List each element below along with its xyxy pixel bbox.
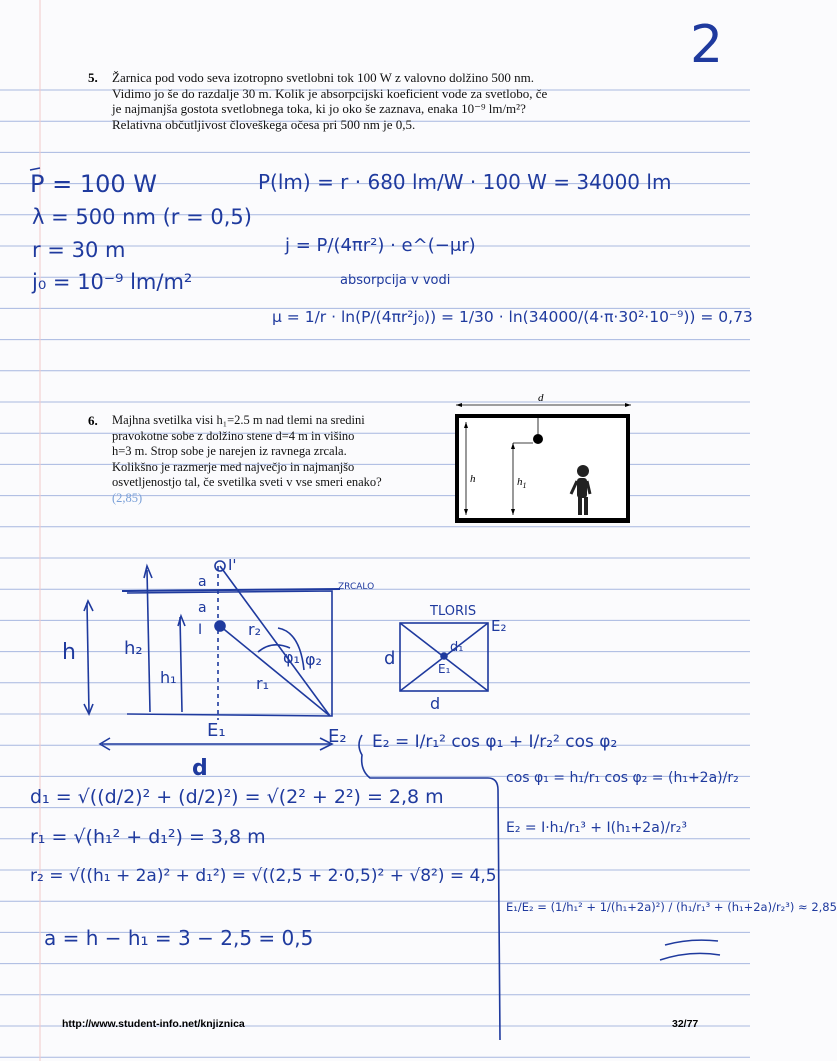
problem6-number: 6.	[88, 413, 98, 428]
figure-h1-label: $h_1$	[517, 476, 527, 490]
image-source-label: I'	[228, 556, 237, 574]
figure-h-label: h	[470, 473, 476, 485]
footer-url: http://www.student-info.net/knjiznica	[62, 1018, 245, 1030]
h-label: h	[62, 640, 76, 665]
page-mark: 2	[690, 15, 724, 75]
equation-E2-sum: E₂ = I/r₁² cos φ₁ + I/r₂² cos φ₂	[372, 732, 618, 752]
problem6-line: Kolikšno je razmerje med največjo in najmanjšo	[112, 459, 355, 474]
d-label: d	[192, 756, 208, 781]
room-figure	[455, 392, 631, 523]
phi1-label: φ₁	[283, 648, 300, 667]
floor-plan-d-bottom: d	[430, 694, 441, 713]
equation-r1: r₁ = √(h₁² + d₁²) = 3,8 m	[30, 826, 266, 848]
problem6-line: Majhna svetilka visi h₁=2.5 m nad tlemi na sredini	[112, 413, 365, 427]
absorption-coefficient: μ = 1/r · ln(P/(4πr²j₀)) = 1/30 · ln(34000/(4·π·30²·10⁻⁹)) = 0,73	[272, 308, 753, 326]
floor-plan-d1: d₁	[450, 640, 464, 655]
E1-label: E₁	[207, 720, 226, 741]
problem6-line: h=3 m. Strop sobe je narejen iz ravnega zrcala.	[112, 444, 347, 459]
flux-density-formula: j = P/(4πr²) · e^(−μr)	[285, 235, 476, 256]
given-power: P = 100 W	[30, 170, 158, 198]
floor-plan-E2: E₂	[491, 617, 507, 635]
source-label: I	[198, 622, 203, 638]
given-wavelength: λ = 500 nm (r = 0,5)	[32, 205, 252, 229]
problem5-number: 5.	[88, 70, 98, 85]
h1-label: h₁	[160, 668, 177, 687]
floor-plan-d-left: d	[384, 648, 396, 669]
luminous-flux: P(lm) = r · 680 lm/W · 100 W = 34000 lm	[258, 170, 672, 194]
problem6-line: osvetljenostjo tal, če svetilka sveti v vse smeri enako?	[112, 475, 382, 490]
problem5-text	[112, 70, 632, 132]
equation-cosines: cos φ₁ = h₁/r₁ cos φ₂ = (h₁+2a)/r₂	[506, 770, 739, 786]
given-threshold: j₀ = 10⁻⁹ lm/m²	[32, 270, 193, 294]
phi2-label: φ₂	[305, 650, 322, 669]
equation-r2: r₂ = √((h₁ + 2a)² + d₁²) = √((2,5 + 2·0,5)² + √8²) = 4,5	[30, 866, 497, 886]
a-top-label: a	[198, 574, 207, 590]
problem5-line: Vidimo jo še do razdalje 30 m. Kolik je absorpcijski koeficient vode za svetlobo, če	[112, 85, 548, 101]
equation-a: a = h − h₁ = 3 − 2,5 = 0,5	[44, 926, 314, 950]
h2-label: h₂	[124, 638, 143, 659]
floor-plan-E1: E₁	[438, 662, 451, 676]
E2-label: E₂	[328, 726, 347, 747]
figure-d-label: d	[538, 392, 544, 404]
a-mid-label: a	[198, 600, 207, 616]
problem6-text	[112, 413, 442, 507]
problem5-line: Relativna občutljivost človeškega očesa pri 500 nm je 0,5.	[112, 116, 416, 132]
r1-label: r₁	[256, 674, 269, 693]
r2-label: r₂	[248, 620, 261, 639]
problem5-line: je najmanjša gostota svetlobnega toka, ki jo oko še zaznava, enaka 10⁻⁹ lm/m²?	[112, 101, 526, 117]
absorption-note: absorpcija v vodi	[340, 273, 451, 288]
equation-E2: E₂ = I·h₁/r₁³ + I(h₁+2a)/r₂³	[506, 820, 687, 836]
problem6-answer: (2,85)	[112, 490, 143, 505]
equation-d1: d₁ = √((d/2)² + (d/2)²) = √(2² + 2²) = 2,8 m	[30, 786, 444, 808]
equation-ratio: E₁/E₂ = (1/h₁² + 1/(h₁+2a)²) / (h₁/r₁³ + (h₁+2a)/r₂³) ≈ 2,85	[506, 900, 837, 914]
mirror-label: ZRCALO	[338, 582, 375, 592]
given-distance: r = 30 m	[32, 238, 126, 262]
problem5-line: Žarnica pod vodo seva izotropno svetlobni tok 100 W z valovno dolžino 500 nm.	[112, 70, 534, 85]
floor-plan-title: TLORIS	[430, 604, 477, 619]
problem6-line: pravokotne sobe z dolžino stene d=4 m in višino	[112, 428, 355, 443]
footer-page-number: 32/77	[672, 1018, 699, 1030]
